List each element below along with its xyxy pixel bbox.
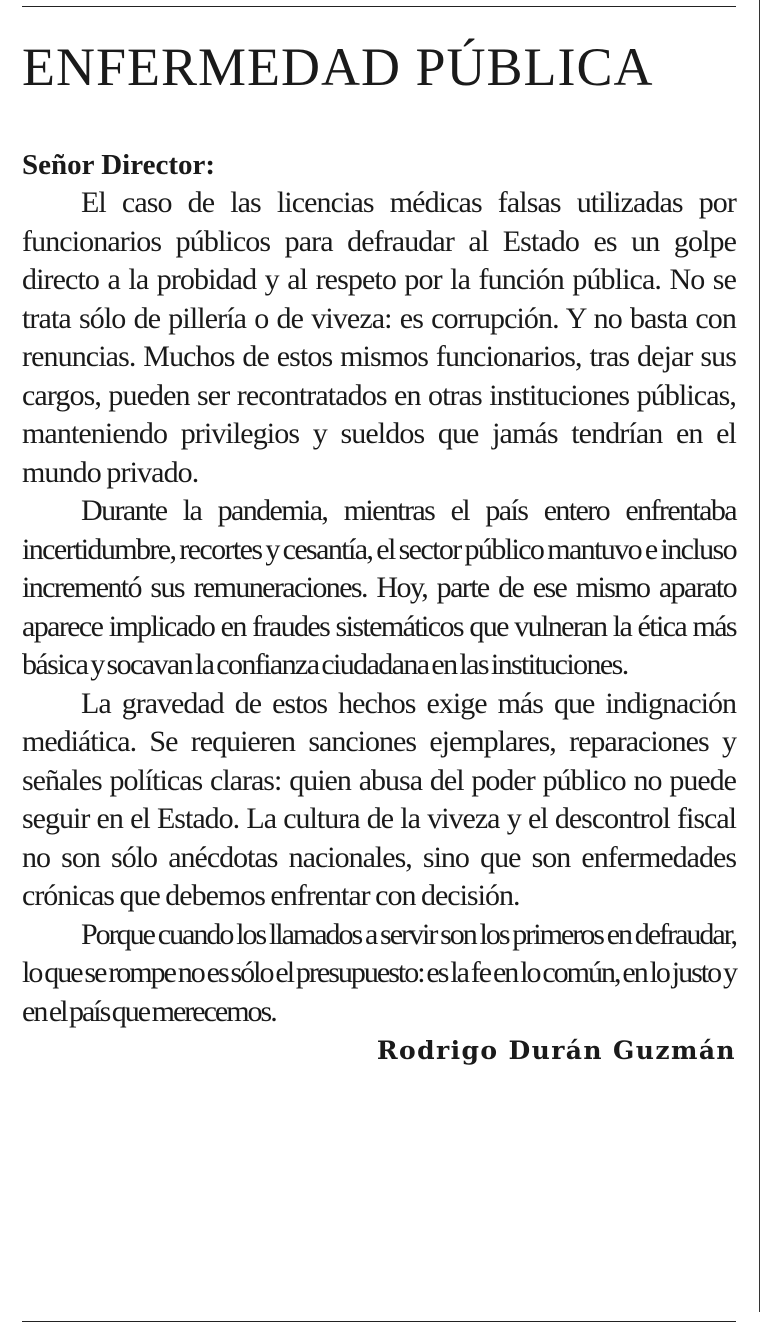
paragraph-1: El caso de las licencias médicas falsas utilizadas por funcionarios públicos para defraudar al Estado es un golpe directo a la probidad y al respeto por la función pública. No se trata sólo de pillería o de viveza: es corrupción. Y no basta con renuncias. Muchos de estos mismos funcionarios, tras dejar sus cargos, pueden ser recontratados en otras instituciones públicas, manteniendo privilegios y sueldos que jamás tendrían en el mundo privado.: [22, 186, 736, 489]
headline: ENFERMEDAD PÚBLICA: [22, 37, 654, 97]
paragraph-2: Durante la pandemia, mientras el país entero enfrentaba incertidumbre, recortes y cesantía, el sector público mantuvo e incluso incrementó sus remuneraciones. Hoy, parte de ese mismo aparato aparece implicado en fraudes sistemáticos que vulneran la ética más básica y socavan la confianza ciudadana en las instituciones.: [22, 494, 736, 681]
author-signature: Rodrigo Durán Guzmán: [376, 1036, 736, 1065]
letter-to-editor: [22, 30, 736, 1071]
paragraph-3: La gravedad de estos hechos exige más que indignación mediática. Se requieren sanciones ejemplares, reparaciones y señales políticas claras: quien abusa del poder público no puede seguir en el Estado. La cultura de la viveza y el descontrol fiscal no son sólo anécdotas nacionales, sino que son enfermedades crónicas que debemos enfrentar con decisión.: [22, 686, 736, 912]
salutation: Señor Director:: [22, 149, 216, 181]
column-divider: [759, 0, 760, 1312]
top-rule: [22, 6, 736, 7]
paragraph-4: Porque cuando los llamados a servir son los primeros en defraudar, lo que se rompe no es sólo el presupuesto: es la fe en lo común, en lo justo y en el país que merecemos.: [22, 917, 736, 1028]
bottom-rule: [22, 1321, 736, 1322]
